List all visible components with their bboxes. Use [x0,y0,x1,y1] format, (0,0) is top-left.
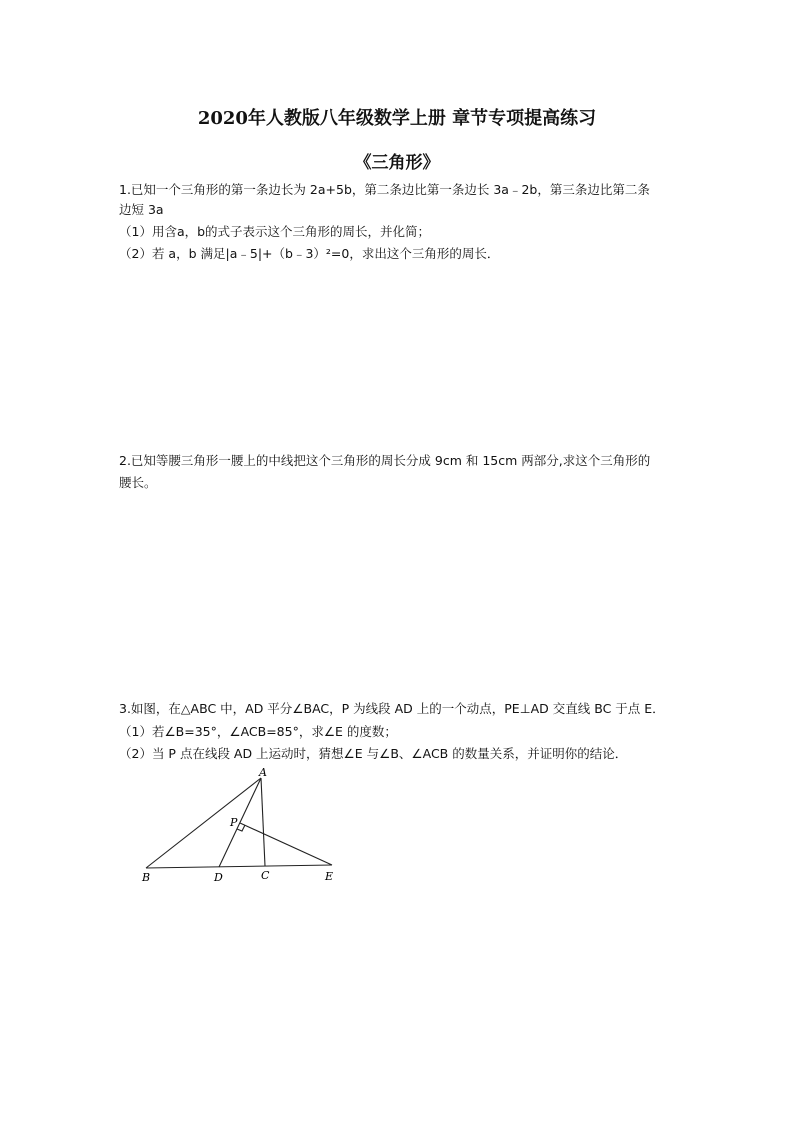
label-b: B [142,871,151,884]
label-c: C [261,869,270,882]
document-title: 2020年人教版八年级数学上册 章节专项提高练习 [197,108,597,129]
label-e: E [325,870,334,883]
triangle-diagram [136,764,346,884]
question-3-part-2: （2）当 P 点在线段 AD 上运动时，猜想∠E 与∠B、∠ACB 的数量关系，并证明你的结论． [119,746,628,761]
question-1-part-2: （2）若 a，b 满足|a﹣5|+（b﹣3）²=0，求出这个三角形的周长． [119,246,500,261]
line-be [146,865,332,868]
line-ab [146,778,261,868]
question-3-line-1: 3.如图，在△ABC 中，AD 平分∠BAC，P 为线段 AD 上的一个动点，PE⊥AD 交直线 BC 于点 E． [119,701,665,716]
label-a: A [259,766,267,779]
document-subtitle: 《三角形》 [354,153,440,173]
label-p: P [230,816,238,829]
question-3-part-1: （1）若∠B=35°，∠ACB=85°，求∠E 的度数； [119,724,397,739]
question-1-part-1: （1）用含a，b的式子表示这个三角形的周长，并化简； [119,224,431,239]
line-ac [261,778,265,866]
question-1-line-1: 1.已知一个三角形的第一条边长为 2a+5b，第二条边比第一条边长 3a﹣2b，第三条边比第二条 [119,182,650,197]
question-1-line-2: 边短 3a [119,202,164,217]
question-2-line-2: 腰长。 [119,475,157,490]
triangle-figure [136,764,346,884]
line-pe [240,823,332,865]
label-d: D [214,871,223,884]
question-2-line-1: 2.已知等腰三角形一腰上的中线把这个三角形的周长分成 9cm 和 15cm 两部分,求这个三角形的 [119,453,651,468]
line-ad [219,778,261,867]
